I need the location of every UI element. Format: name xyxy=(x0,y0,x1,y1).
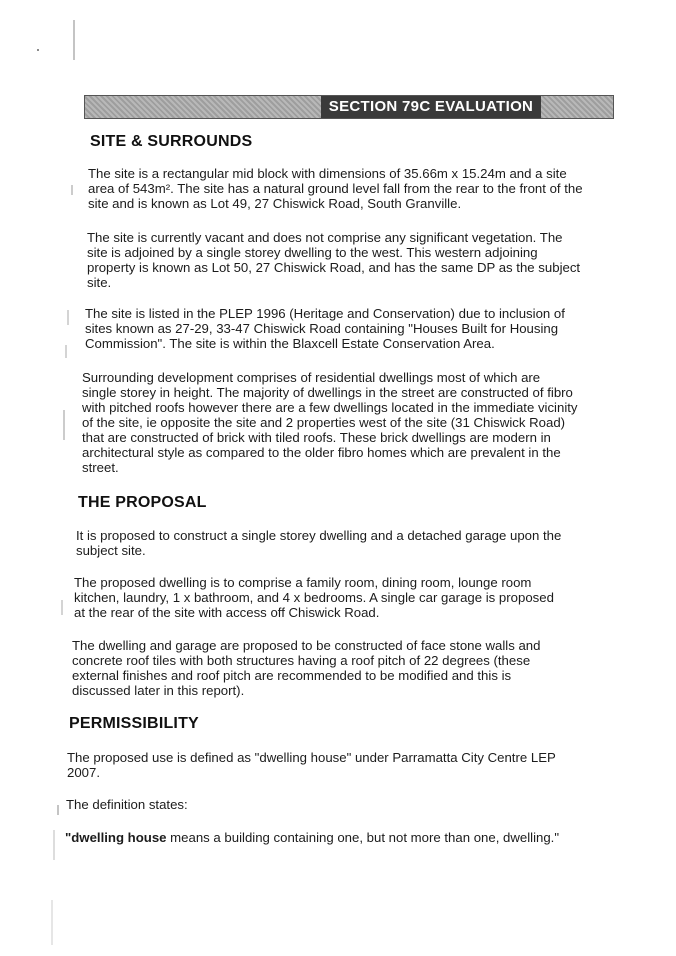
paragraph-site-heritage xyxy=(85,306,599,351)
text-line: property is known as Lot 50, 27 Chiswick Road, and has the same DP as the subject xyxy=(87,260,581,275)
text-line: area of 543m². The site has a natural ground level fall from the rear to the front of the xyxy=(88,181,583,196)
text-line: street. xyxy=(82,460,119,475)
definition-line xyxy=(65,830,585,845)
paragraph-site-vacant xyxy=(87,230,601,290)
section-banner xyxy=(84,95,614,119)
text-line: that are constructed of brick with tiled roofs. These brick dwellings are modern in xyxy=(82,430,551,445)
text-line: single storey in height. The majority of dwellings in the street are constructed of fibro xyxy=(82,385,573,400)
text-line: at the rear of the site with access off Chiswick Road. xyxy=(74,605,380,620)
paragraph-proposal-intro xyxy=(76,528,584,558)
text-line: external finishes and roof pitch are recommended to be modified and this is xyxy=(72,668,512,683)
text-line: Surrounding development comprises of residential dwellings most of which are xyxy=(82,370,541,385)
paragraph-surrounding-development xyxy=(82,370,596,475)
heading-permissibility: PERMISSIBILITY xyxy=(69,715,199,732)
heading-the-proposal: THE PROPOSAL xyxy=(78,494,207,511)
text-line: The definition states: xyxy=(66,797,188,812)
text-line: site. xyxy=(87,275,112,290)
text-line: The dwelling and garage are proposed to be constructed of face stone walls and xyxy=(72,638,541,653)
definition-text: means a building containing one, but not more than one, dwelling." xyxy=(166,830,560,845)
text-line: The site is currently vacant and does not comprise any significant vegetation. The xyxy=(87,230,563,245)
text-line: The site is listed in the PLEP 1996 (Heritage and Conservation) due to inclusion of xyxy=(85,306,565,321)
text-line: The proposed use is defined as "dwelling house" under Parramatta City Centre LEP xyxy=(67,750,556,765)
text-line: discussed later in this report). xyxy=(72,683,245,698)
text-line: sites known as 27-29, 33-47 Chiswick Road containing "Houses Built for Housing xyxy=(85,321,559,336)
paragraph-proposal-rooms xyxy=(74,575,588,620)
definition-term: "dwelling house xyxy=(65,830,167,845)
text-line: site and is known as Lot 49, 27 Chiswick Road, South Granville. xyxy=(88,196,462,211)
scan-margin-marks xyxy=(0,0,80,956)
text-line: 2007. xyxy=(67,765,101,780)
text-line: The site is a rectangular mid block with dimensions of 35.66m x 15.24m and a site xyxy=(88,166,567,181)
text-line: Commission". The site is within the Blaxcell Estate Conservation Area. xyxy=(85,336,495,351)
text-line: architectural style as compared to the older fibro homes which are prevalent in the xyxy=(82,445,561,460)
text-line: site is adjoined by a single storey dwelling to the west. This western adjoining xyxy=(87,245,538,260)
text-line: subject site. xyxy=(76,543,146,558)
text-line: with pitched roofs however there are a few dwellings located in the immediate vicinity xyxy=(82,400,578,415)
text-line: It is proposed to construct a single storey dwelling and a detached garage upon the xyxy=(76,528,562,543)
paragraph-definition-states xyxy=(66,797,366,812)
banner-title: SECTION 79C EVALUATION xyxy=(321,96,541,118)
text-line: The proposed dwelling is to comprise a family room, dining room, lounge room xyxy=(74,575,532,590)
heading-site-surrounds: SITE & SURROUNDS xyxy=(90,133,253,150)
paragraph-site-dimensions xyxy=(88,166,602,211)
paragraph-proposal-materials xyxy=(72,638,586,698)
paragraph-permissibility-use xyxy=(67,750,577,780)
text-line: of the site, ie opposite the site and 2 properties west of the site (31 Chiswick Road) xyxy=(82,415,566,430)
text-line: concrete roof tiles with both structures having a roof pitch of 22 degrees (these xyxy=(72,653,531,668)
paragraph-definition xyxy=(65,830,585,845)
text-line: kitchen, laundry, 1 x bathroom, and 4 x bedrooms. A single car garage is proposed xyxy=(74,590,554,605)
